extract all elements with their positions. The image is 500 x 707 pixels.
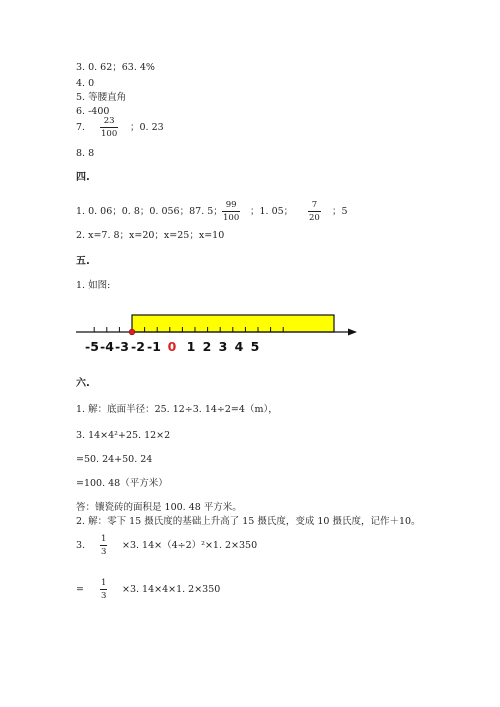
solution-6-1-line-2: 3. 14×4²+25. 12×2	[76, 430, 171, 441]
solution-6-3-step-prefix: =	[76, 584, 84, 595]
answer-4-2: 2. x=7. 8；x=20；x=25；x=10	[76, 230, 225, 241]
solution-6-3-step-fraction	[100, 578, 107, 601]
solution-6-2: 2. 解：零下 15 摄氏度的基础上升高了 15 摄氏度，变成 10 摄氏度，记作＋10。	[76, 516, 421, 527]
solution-6-1-line-4: =100. 48（平方米）	[76, 478, 168, 489]
number-line-label: -3	[115, 339, 129, 354]
start-point	[129, 329, 135, 335]
fraction-bar	[100, 589, 107, 590]
solution-6-3-fraction	[100, 534, 107, 557]
solution-6-1-line-3: =50. 24+50. 24	[76, 454, 153, 465]
solution-6-1-answer: 答：镶瓷砖的面积是 100. 48 平方米。	[76, 502, 242, 513]
number-line-label: -2	[131, 339, 145, 354]
fraction-numerator: 99	[225, 200, 237, 210]
answer-4-1-fraction-2	[308, 200, 321, 223]
fraction-denominator: 20	[309, 213, 320, 223]
number-line-label: 1	[186, 339, 196, 354]
fraction-bar	[100, 545, 107, 546]
answer-3-7-suffix: ；0. 23	[130, 122, 164, 133]
section-5-heading: 五.	[76, 256, 90, 267]
solution-6-3-expression: ×3. 14×（4÷2）²×1. 2×350	[122, 540, 258, 551]
number-line-labels	[85, 339, 259, 354]
fraction-denominator: 3	[101, 547, 107, 557]
axis-arrow	[348, 329, 357, 336]
answer-3-8: 8. 8	[76, 148, 95, 159]
answer-3-3: 3. 0. 62；63. 4%	[76, 62, 155, 73]
number-line-label: 0	[167, 339, 177, 354]
number-line-label: 4	[234, 339, 244, 354]
answer-4-1-fraction-1	[222, 200, 240, 223]
answer-4-1-prefix: 1. 0. 06；0. 8；0. 056；87. 5；	[76, 206, 223, 217]
section-6-heading: 六.	[76, 378, 90, 389]
number-line-label: -1	[147, 339, 161, 354]
fraction-numerator: 7	[311, 200, 318, 210]
answer-4-1-mid: ；1. 05；	[250, 206, 294, 217]
fraction-denominator: 100	[101, 129, 118, 139]
answer-3-7-prefix: 7.	[76, 122, 86, 133]
fraction-numerator: 1	[101, 578, 107, 588]
solution-6-1-line-1: 1. 解：底面半径：25. 12÷3. 14÷2=4（m），	[76, 404, 278, 415]
fraction-denominator: 3	[101, 591, 107, 601]
fraction-bar	[308, 211, 321, 212]
number-line-label: 2	[202, 339, 212, 354]
number-line-figure	[0, 308, 500, 368]
number-line-label: 5	[250, 339, 260, 354]
answer-3-5: 5. 等腰直角	[76, 92, 127, 103]
fraction-denominator: 100	[223, 213, 240, 223]
number-line-label: 3	[218, 339, 228, 354]
answer-3-6: 6. -400	[76, 106, 110, 117]
solution-6-3-prefix: 3.	[76, 540, 86, 551]
fraction-bar	[222, 211, 240, 212]
answer-4-1-suffix: ；5	[332, 206, 348, 217]
solution-6-3-step-expression: ×3. 14×4×1. 2×350	[122, 584, 221, 595]
answer-3-7-fraction	[100, 116, 118, 139]
answer-5-1: 1. 如图:	[76, 280, 111, 291]
fraction-bar	[100, 127, 118, 128]
section-4-heading: 四.	[76, 172, 90, 183]
answer-3-4: 4. 0	[76, 78, 95, 89]
fraction-numerator: 1	[101, 534, 107, 544]
fraction-numerator: 23	[103, 116, 115, 126]
number-line-label: -4	[100, 339, 114, 354]
number-line-label: -5	[85, 339, 99, 354]
